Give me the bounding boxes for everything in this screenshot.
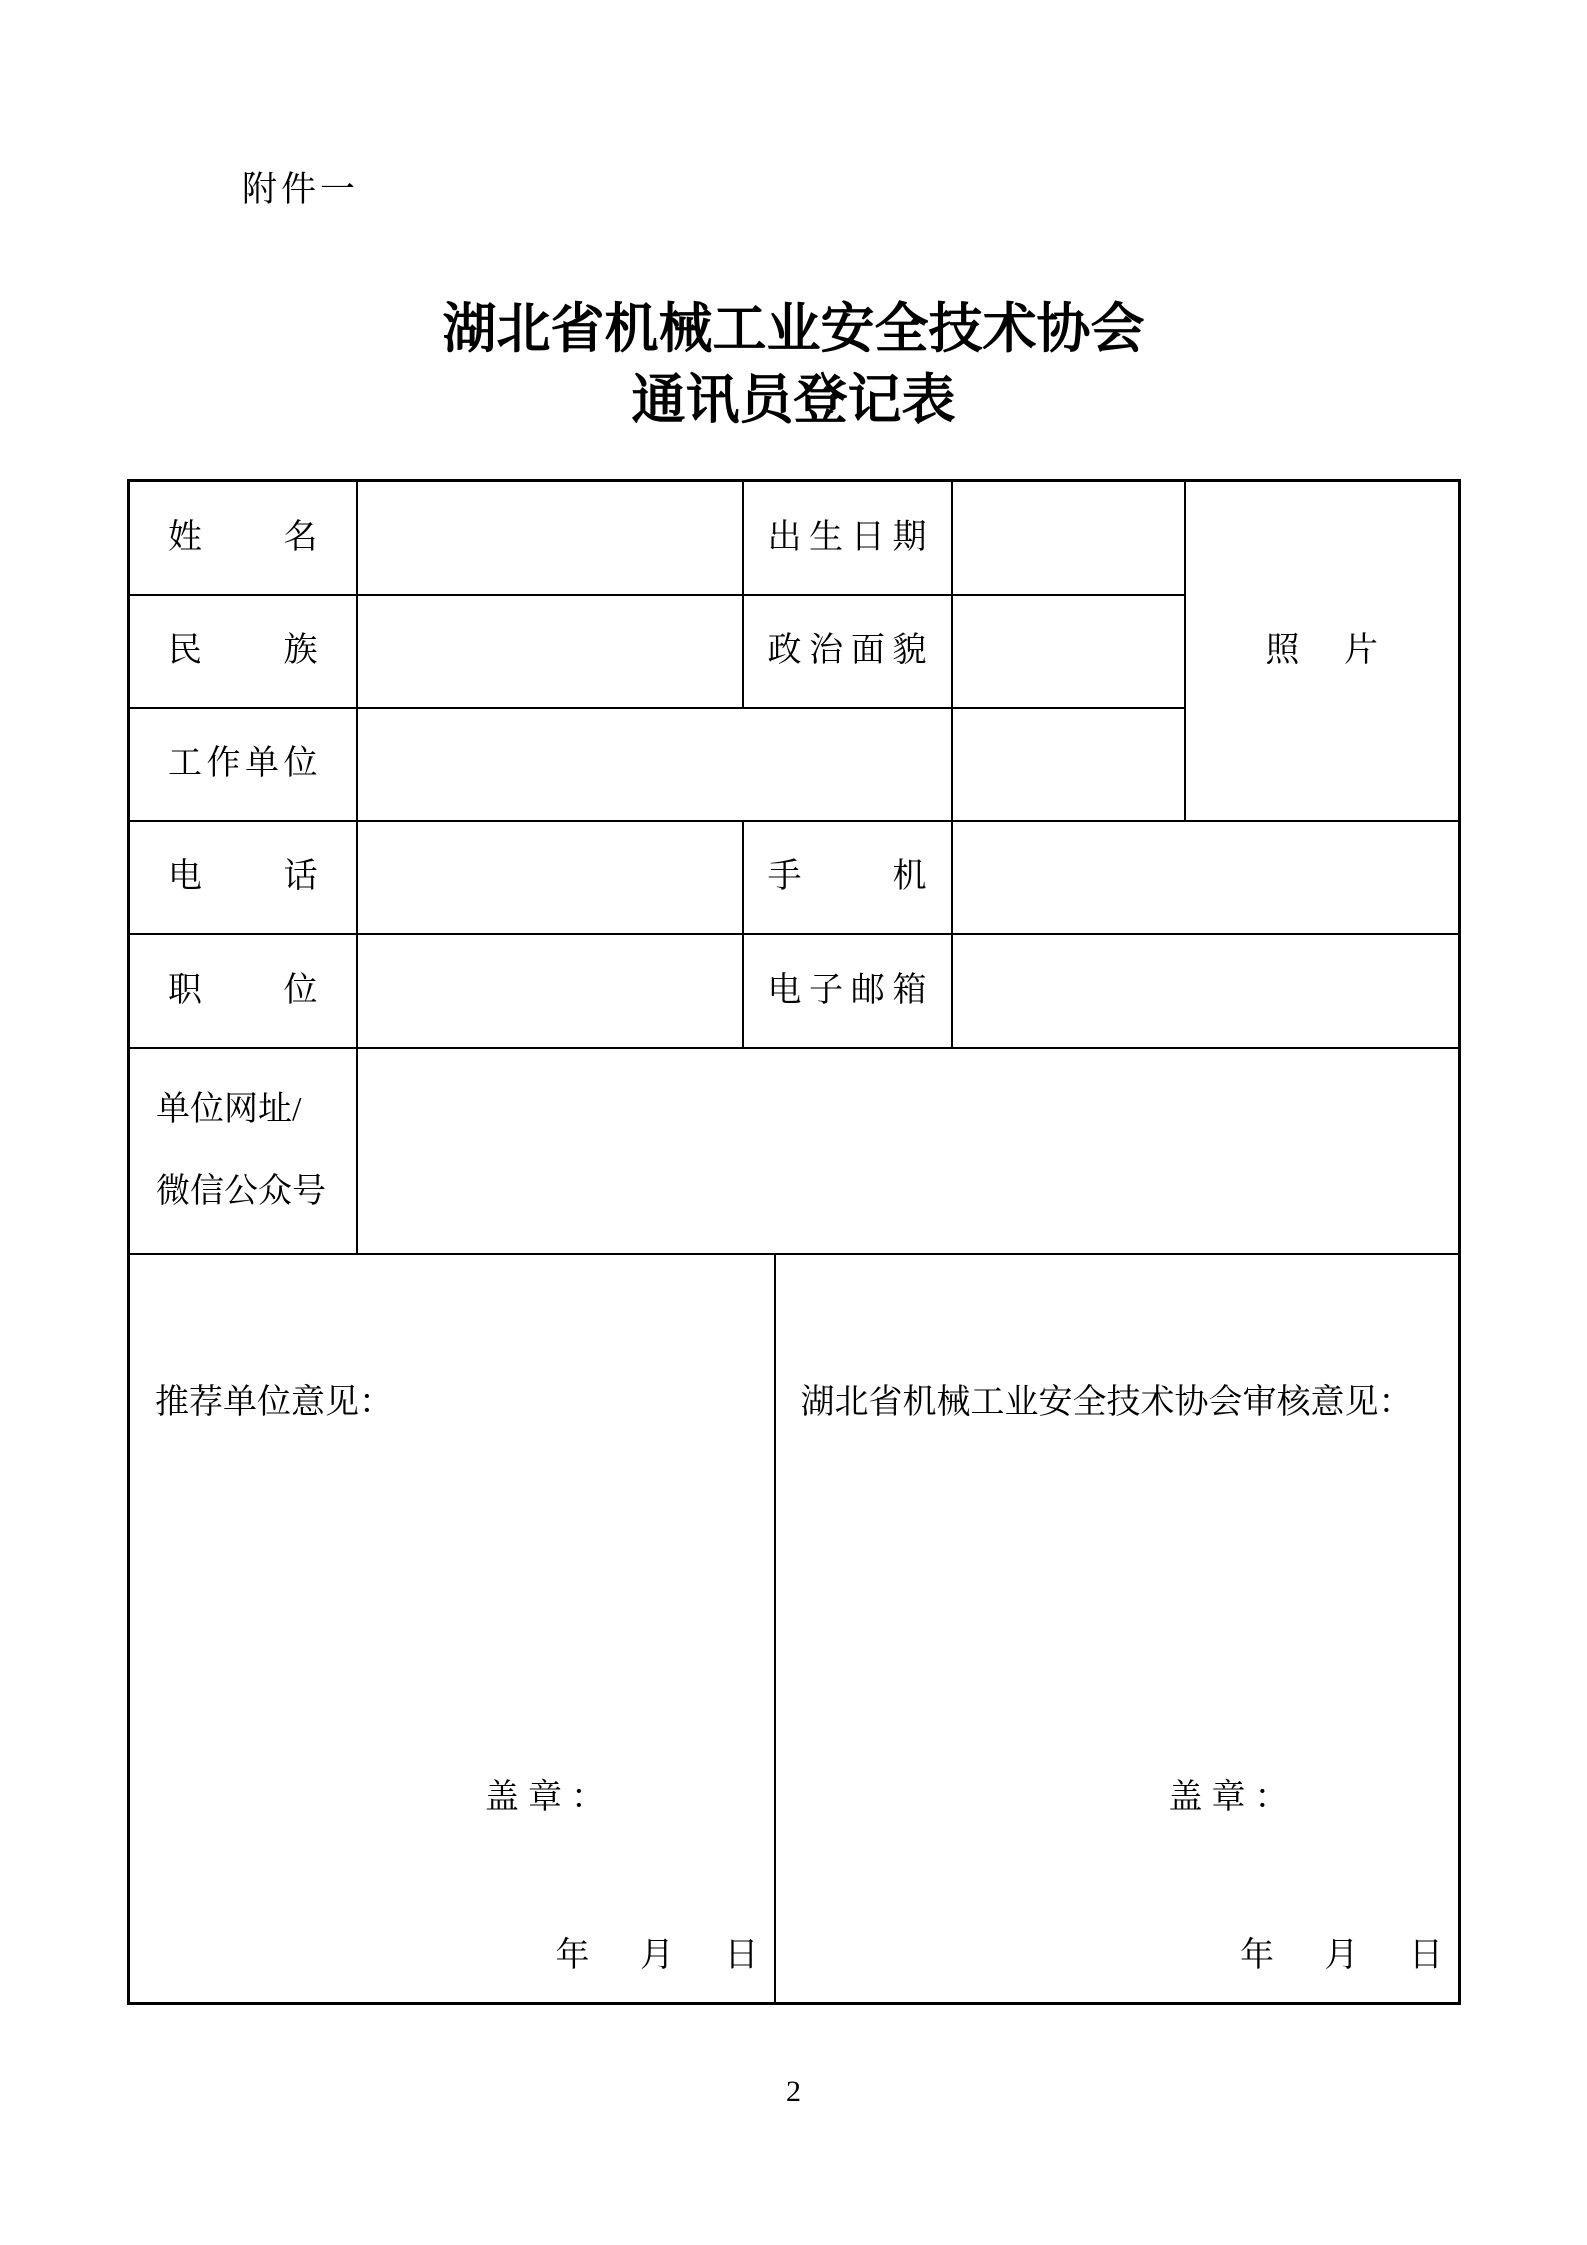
row-opinions <box>129 1254 1460 2004</box>
political-status-label: 政治面貌 <box>767 632 927 669</box>
row-name-birthdate <box>129 481 1460 595</box>
mobile-label: 手机 <box>767 858 927 895</box>
website-label <box>130 1092 356 1210</box>
name-label-cell <box>129 481 357 595</box>
website-label-line2: 微信公众号 <box>156 1172 326 1210</box>
email-label: 电子邮箱 <box>767 971 927 1009</box>
birth-date-value-cell[interactable] <box>952 481 1185 595</box>
position-label-cell <box>129 934 357 1048</box>
name-label: 姓名 <box>168 518 318 556</box>
recommender-date-line: 年 月 日 <box>555 1937 759 1975</box>
recommender-opinion-area <box>130 1256 774 2000</box>
website-label-cell <box>129 1048 357 1254</box>
birth-date-label: 出生日期 <box>767 518 927 556</box>
ethnicity-label: 民族 <box>168 632 318 669</box>
page-number: 2 <box>786 2075 801 2108</box>
mobile-label-cell <box>743 821 952 934</box>
attachment-label: 附件一 <box>242 170 360 209</box>
document-title-block <box>0 294 1587 436</box>
recommender-seal-label: 盖章： <box>485 1779 614 1817</box>
mobile-value-cell[interactable] <box>952 821 1460 934</box>
ethnicity-value-cell[interactable] <box>357 595 743 708</box>
email-label-cell <box>743 934 952 1048</box>
position-label: 职位 <box>168 971 318 1009</box>
association-review-cell[interactable] <box>775 1254 1460 2004</box>
name-value-cell[interactable] <box>357 481 743 595</box>
birth-date-label-cell <box>743 481 952 595</box>
row-position-email <box>129 934 1460 1048</box>
website-value-cell[interactable] <box>357 1048 1460 1254</box>
row-website <box>129 1048 1460 1254</box>
work-unit-value-cell[interactable] <box>357 708 952 821</box>
website-label-line1: 单位网址/ <box>156 1090 302 1128</box>
association-review-area <box>776 1256 1459 2000</box>
phone-label-cell <box>129 821 357 934</box>
photo-cell <box>1185 481 1460 821</box>
association-date-line: 年 月 日 <box>1240 1937 1443 1975</box>
phone-value-cell[interactable] <box>357 821 743 934</box>
document-title: 湖北省机械工业安全技术协会 <box>442 299 1145 359</box>
association-seal-label: 盖章： <box>1168 1779 1298 1817</box>
work-unit-label: 工作单位 <box>168 745 318 782</box>
position-value-cell[interactable] <box>357 934 743 1048</box>
association-review-heading: 湖北省机械工业安全技术协会审核意见： <box>800 1384 1413 1422</box>
email-value-cell[interactable] <box>952 934 1460 1048</box>
work-unit-label-cell <box>129 708 357 821</box>
photo-label: 照片 <box>1265 631 1378 669</box>
political-status-label-cell <box>743 595 952 708</box>
political-status-value-cell[interactable] <box>952 595 1185 708</box>
registration-form-table <box>127 479 1461 2005</box>
ethnicity-label-cell <box>129 595 357 708</box>
row-phone-mobile <box>129 821 1460 934</box>
recommender-opinion-heading: 推荐单位意见： <box>155 1384 393 1422</box>
recommender-opinion-cell[interactable] <box>129 1254 775 2004</box>
document-subtitle: 通讯员登记表 <box>631 370 956 430</box>
phone-label: 电话 <box>168 858 318 895</box>
